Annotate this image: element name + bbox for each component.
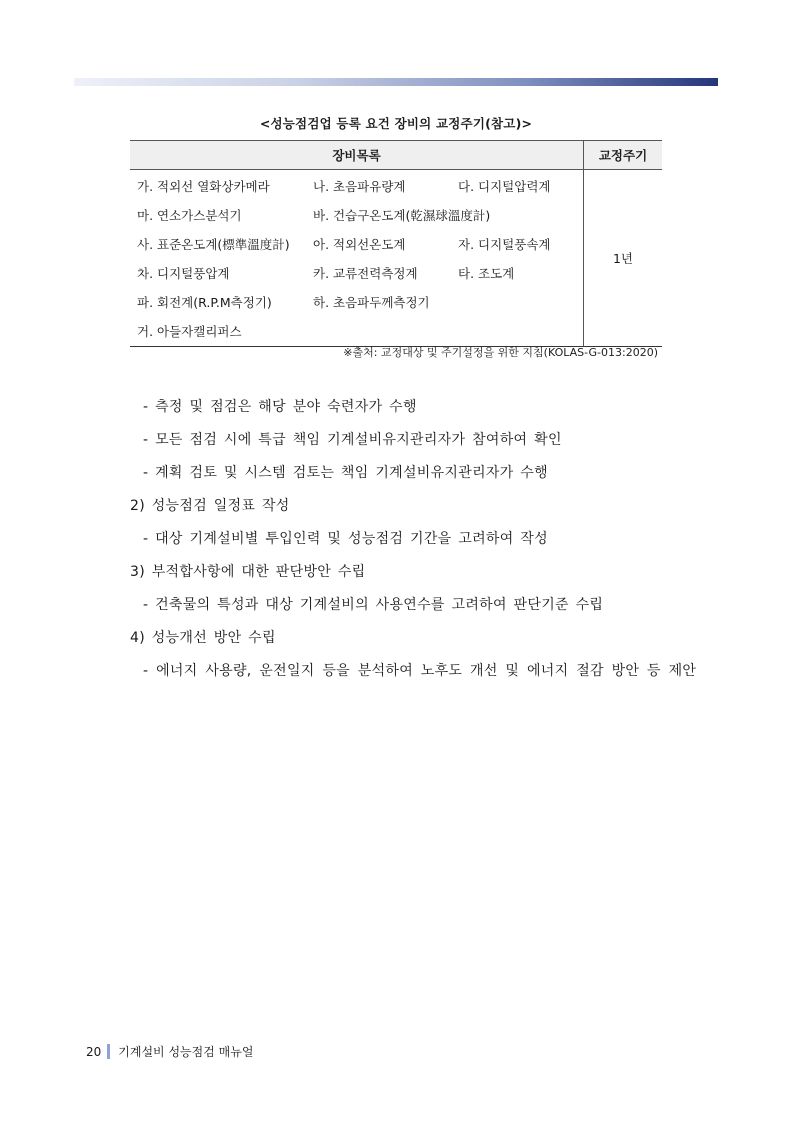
body-bullet: - 계획 검토 및 시스템 검토는 책임 기계설비유지관리자가 수행 <box>143 465 548 481</box>
equipment-item: 자. 디지털풍속계 <box>458 237 551 252</box>
equipment-item: 바. 건습구온도계(乾濕球溫度計) <box>313 208 491 223</box>
body-bullet: - 대상 기계설비별 투입인력 및 성능점검 기간을 고려하여 작성 <box>143 531 548 547</box>
body-bullet: - 모든 점검 시에 특급 책임 기계설비유지관리자가 참여하여 확인 <box>143 432 562 448</box>
equipment-item: 마. 연소가스분석기 <box>137 208 242 223</box>
table-title: <성능점검업 등록 요건 장비의 교정주기(참고)> <box>259 116 533 131</box>
calibration-table <box>130 140 662 347</box>
column-header-equipment-list: 장비목록 <box>130 141 584 170</box>
calibration-period-cell: 1년 <box>584 170 663 347</box>
equipment-item: 거. 아들자캘리퍼스 <box>137 324 242 339</box>
page-footer <box>86 1043 253 1060</box>
equipment-item: 가. 적외선 열화상카메라 <box>137 179 270 194</box>
equipment-item: 타. 조도계 <box>458 266 515 281</box>
equipment-item: 파. 회전계(R.P.M측정기) <box>137 295 272 310</box>
footer-doc-title: 기계설비 성능점검 매뉴얼 <box>118 1045 254 1059</box>
body-bullet: - 에너지 사용량, 운전일지 등을 분석하여 노후도 개선 및 에너지 절감 방안 등 제안 <box>143 663 697 679</box>
page-number: 20 <box>86 1044 102 1059</box>
equipment-grid <box>130 170 583 346</box>
section-heading: 3) 부적합사항에 대한 판단방안 수립 <box>130 564 366 580</box>
equipment-item-empty <box>458 288 583 317</box>
body-bullet: - 건축물의 특성과 대상 기계설비의 사용연수를 고려하여 판단기준 수립 <box>143 597 604 613</box>
equipment-list-cell <box>130 170 584 347</box>
equipment-item: 사. 표준온도계(標準溫度計) <box>137 237 290 252</box>
footer-divider <box>107 1044 110 1059</box>
equipment-item: 아. 적외선온도계 <box>313 237 406 252</box>
equipment-item: 하. 초음파두께측정기 <box>313 295 430 310</box>
equipment-item: 차. 디지털풍압계 <box>137 266 230 281</box>
column-header-calibration-period: 교정주기 <box>584 141 663 170</box>
section-heading: 2) 성능점검 일정표 작성 <box>130 498 290 514</box>
header-gradient-rule <box>74 78 718 86</box>
equipment-item: 카. 교류전력측정계 <box>313 266 418 281</box>
equipment-item: 나. 초음파유량계 <box>313 179 406 194</box>
section-heading: 4) 성능개선 방안 수립 <box>130 630 276 646</box>
equipment-item: 다. 디지털압력계 <box>458 179 551 194</box>
table-source-note: ※출처: 교정대상 및 주기설정을 위한 지침(KOLAS-G-013:2020) <box>343 346 658 359</box>
body-bullet: - 측정 및 점검은 해당 분야 숙련자가 수행 <box>143 399 417 415</box>
